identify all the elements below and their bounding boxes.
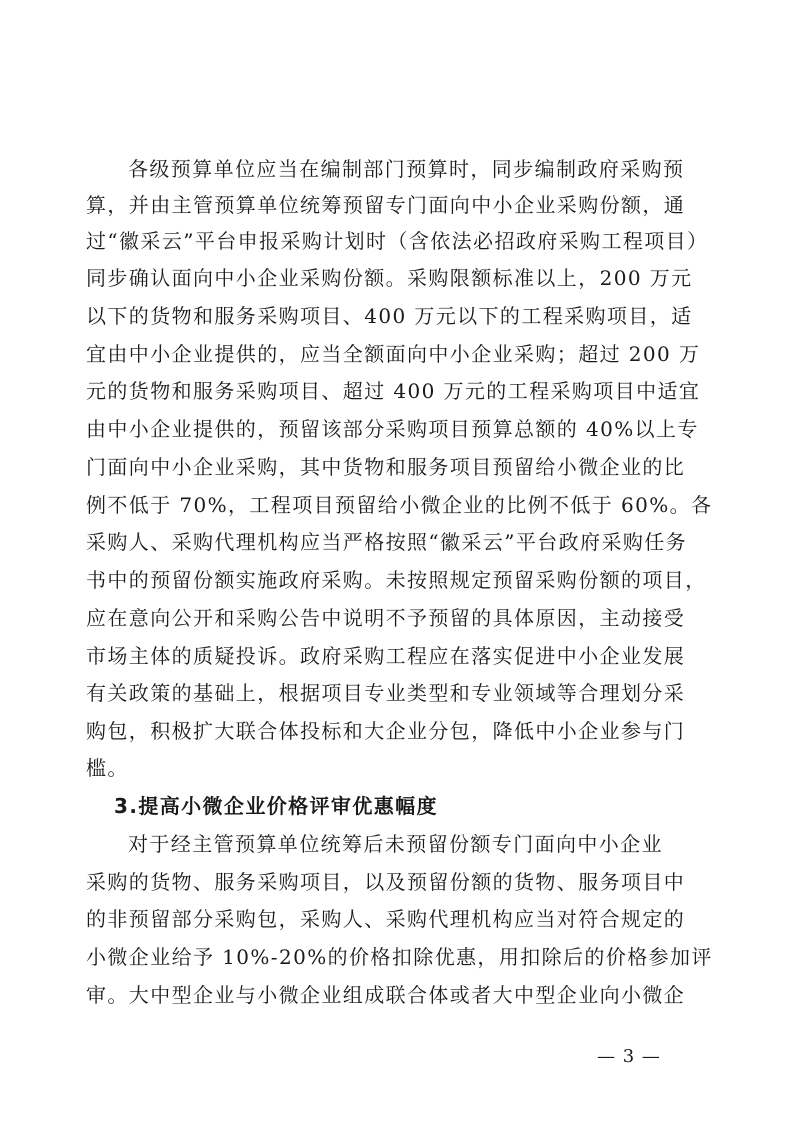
paragraph-line: 例不低于 70%，工程项目预留给小微企业的比例不低于 60%。各 [86,493,713,517]
paragraph-line: 购包，积极扩大联合体投标和大企业分包，降低中小企业参与门 [86,719,686,743]
paragraph-line: 采购人、采购代理机构应当严格按照“徽采云”平台政府采购任务 [86,530,688,554]
paragraph-line: 应在意向公开和采购公告中说明不予预留的具体原因，主动接受 [86,606,686,630]
paragraph-line: 采购的货物、服务采购项目，以及预留份额的货物、服务项目中 [86,870,686,894]
paragraph-line: 有关政策的基础上，根据项目专业类型和专业领域等合理划分采 [86,681,686,705]
paragraph-line: 由中小企业提供的，预留该部分采购项目预算总额的 40%以上专 [86,417,699,441]
paragraph-line: 槛。 [86,756,129,780]
paragraph-line: 书中的预留份额实施政府采购。未按照规定预留采购份额的项目， [86,568,707,592]
paragraph-line: 对于经主管预算单位统筹后未预留份额专门面向中小企业 [128,832,663,856]
paragraph-line: 元的货物和服务采购项目、超过 400 万元的工程采购项目中适宜 [86,379,701,403]
paragraph-line: 算，并由主管预算单位统筹预留专门面向中小企业采购份额，通 [86,193,686,217]
paragraph-line: 小微企业给予 10%-20%的价格扣除优惠，用扣除后的价格参加评 [86,945,713,969]
paragraph-line: 市场主体的质疑投诉。政府采购工程应在落实促进中小企业发展 [86,644,686,668]
paragraph-line: 过“徽采云”平台申报采购计划时（含依法必招政府采购工程项目） [86,229,709,253]
page-number: — 3 — [597,1046,661,1067]
paragraph-line: 各级预算单位应当在编制部门预算时，同步编制政府采购预 [128,157,685,181]
paragraph-line: 同步确认面向中小企业采购份额。采购限额标准以上，200 万元 [86,266,693,290]
paragraph-line: 门面向中小企业采购，其中货物和服务项目预留给小微企业的比 [86,455,686,479]
paragraph-line: 宜由中小企业提供的，应当全额面向中小企业采购；超过 200 万 [86,342,701,366]
paragraph-line: 审。大中型企业与小微企业组成联合体或者大中型企业向小微企 [86,983,686,1007]
paragraph-line: 以下的货物和服务采购项目、400 万元以下的工程采购项目，适 [86,304,693,328]
paragraph-line: 的非预留部分采购包，采购人、采购代理机构应当对符合规定的 [86,907,686,931]
section-heading: 3.提高小微企业价格评审优惠幅度 [114,794,438,818]
